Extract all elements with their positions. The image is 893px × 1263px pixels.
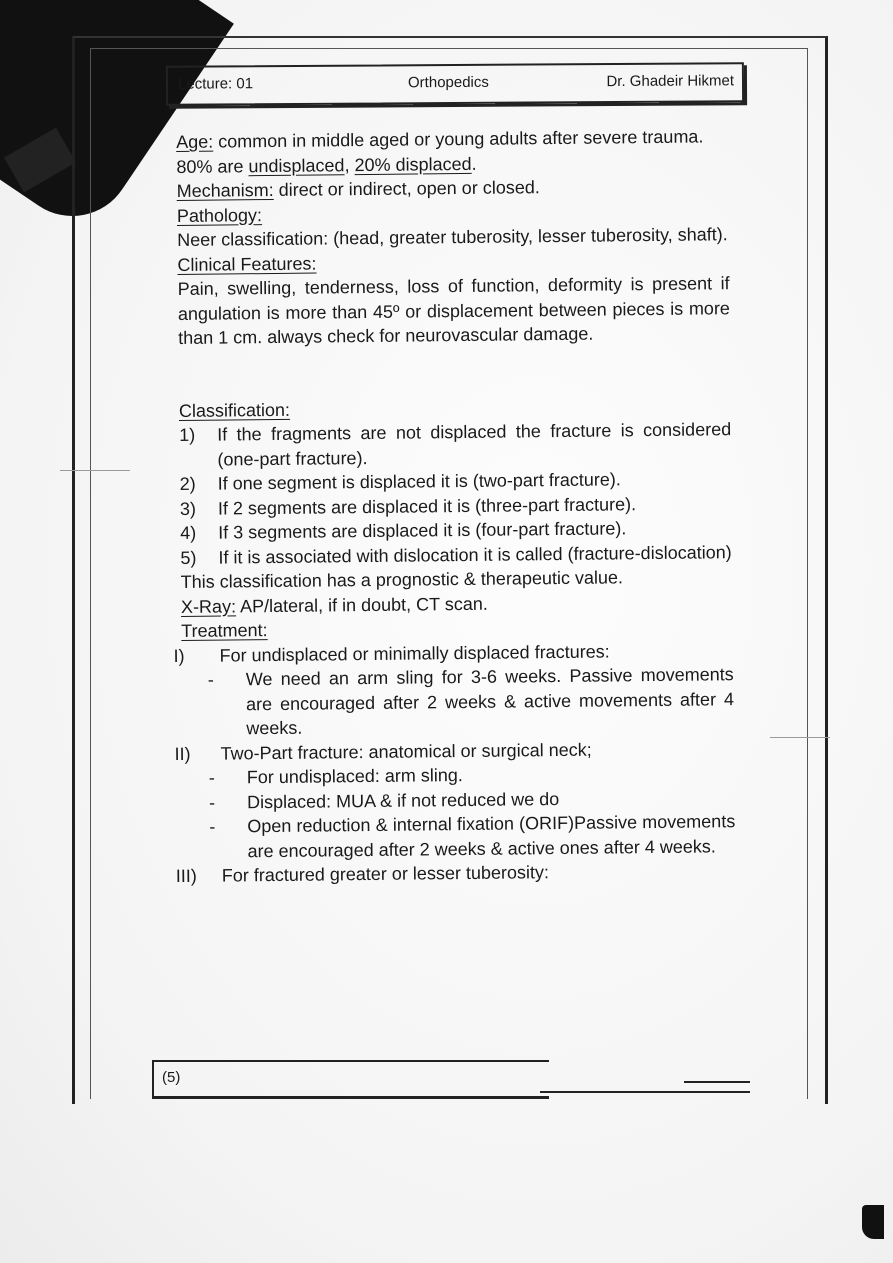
item-text: If it is associated with dislocation it is called (fracture-dislocation) [218, 541, 732, 568]
treatment-label: Treatment: [181, 620, 268, 641]
item-text: If the fragments are not displaced the fracture is considered (one-part fracture). [217, 419, 732, 470]
section-numeral: II) [174, 743, 191, 764]
lecture-body [173, 124, 736, 888]
split-undisplaced: undisplaced [248, 154, 345, 176]
bullet-mark: - [208, 792, 216, 813]
item-number: 2) [179, 473, 196, 494]
treatment-bullet [175, 809, 735, 864]
page-number: (5) [162, 1069, 181, 1086]
bullet-mark: - [209, 816, 216, 837]
mechanism-text: direct or indirect, open or closed. [273, 177, 540, 200]
bullet-text: Displaced: MUA & if not reduced we do [246, 788, 560, 812]
item-text: If 2 segments are displaced it is (three-part fracture). [217, 493, 637, 519]
scan-edge-mark [862, 1205, 884, 1239]
bullet-text: We need an arm sling for 3-6 weeks. Passive movements are encouraged after 2 weeks & active movements after 4 weeks. [245, 664, 735, 739]
bullet-text: Open reduction & internal fixation (ORIF)Passive movements are encouraged after 2 weeks & active ones after 4 weeks. [247, 811, 736, 861]
lecture-author: Dr. Ghadeir Hikmet [606, 72, 735, 91]
bullet-text: For undisplaced: arm sling. [246, 765, 463, 788]
split-prefix: 80% are [176, 155, 249, 177]
split-separator: , [344, 154, 355, 175]
item-text: If one segment is displaced it is (two-part fracture). [217, 469, 621, 494]
pathology-label: Pathology: [176, 204, 263, 226]
lecture-number: Lecture: 01 [177, 75, 254, 93]
section-title: Two-Part fracture: anatomical or surgical neck; [220, 739, 592, 764]
bullet-mark: - [207, 669, 214, 690]
xray-label: X-Ray: [180, 595, 237, 617]
item-number: 1) [179, 424, 196, 445]
section-title: For undisplaced or minimally displaced fractures: [219, 640, 610, 666]
age-label: Age: [176, 131, 214, 152]
section-title: For fractured greater or lesser tuberosity: [221, 862, 550, 886]
classification-label: Classification: [178, 399, 291, 421]
scan-artifact-line [770, 737, 830, 738]
section-numeral: III) [175, 865, 197, 887]
classification-summary: This classification has a prognostic & therapeutic value. [180, 567, 624, 592]
lecture-subject: Orthopedics [407, 73, 489, 92]
section-numeral: I) [173, 645, 185, 666]
mechanism-label: Mechanism: [176, 179, 274, 201]
pathology-text: Neer classification: (head, greater tuberosity, lesser tuberosity, shaft). [177, 224, 728, 250]
clinical-features-label: Clinical Features: [177, 253, 317, 275]
classification-list [179, 417, 733, 570]
item-number: 3) [179, 498, 197, 519]
item-number: 4) [180, 522, 197, 543]
treatment-bullet [174, 662, 735, 741]
age-text: common in middle aged or young adults after severe trauma. [213, 126, 704, 152]
scan-artifact-line [60, 470, 130, 471]
xray-text: AP/lateral, if in doubt, CT scan. [235, 593, 488, 616]
split-end: . [471, 153, 477, 174]
bullet-mark: - [208, 767, 215, 788]
item-number: 5) [180, 547, 197, 568]
footer-rule [540, 1091, 750, 1093]
page-footer [152, 1060, 549, 1099]
lecture-header [166, 62, 744, 106]
footer-rule [684, 1081, 750, 1083]
split-displaced: 20% displaced [354, 153, 472, 175]
clinical-features-text: Pain, swelling, tenderness, loss of function, deformity is present if angulation is more than 45º or displacement between pieces is more than 1 cm. always check for neurovascular damage. [177, 273, 730, 348]
item-text: If 3 segments are displaced it is (four-part fracture). [218, 518, 627, 543]
classification-item [179, 417, 731, 472]
